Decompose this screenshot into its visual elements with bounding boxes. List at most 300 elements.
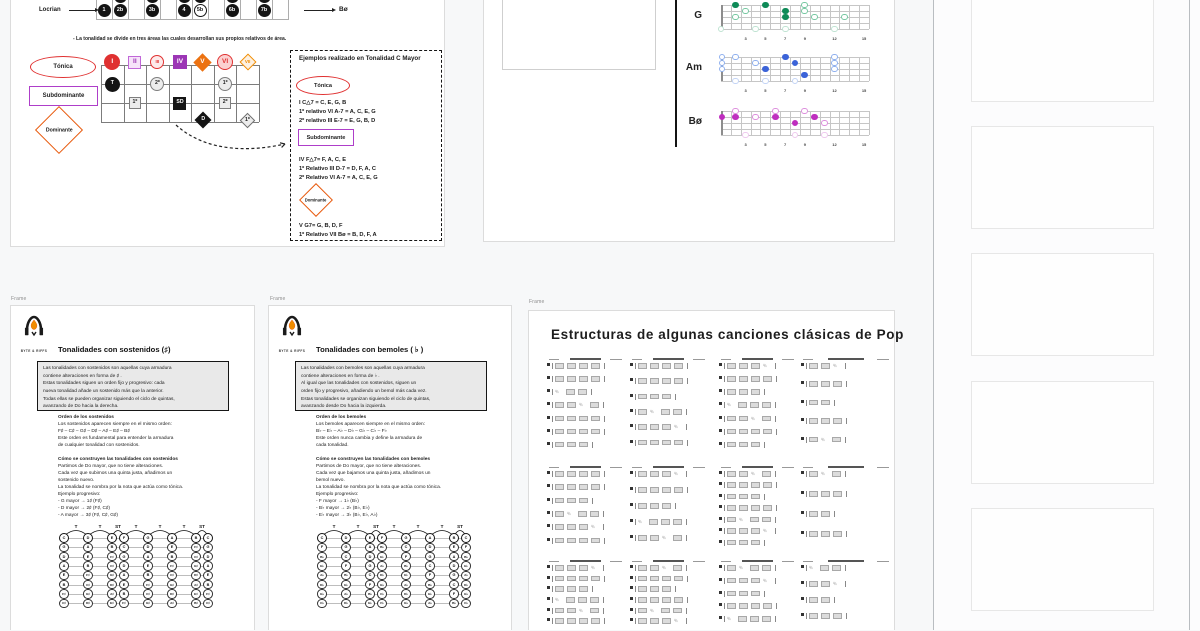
fretboard-string-line bbox=[721, 117, 869, 118]
chord-box bbox=[674, 487, 683, 493]
chord-box bbox=[821, 400, 830, 406]
bullet-note: - La tonalidad se divide en tres áreas las cuales desarrollan sus propios relativos de área. bbox=[73, 36, 287, 42]
repeat-symbol: ％ bbox=[751, 471, 755, 476]
brand-name: BYTE & RIFFS bbox=[20, 349, 48, 353]
chord-box bbox=[638, 586, 647, 592]
note-circle: B bbox=[191, 533, 201, 543]
chord-box bbox=[650, 535, 659, 541]
fretboard-fret-line bbox=[790, 57, 791, 81]
area-symbol-2º: 2º bbox=[219, 97, 231, 109]
chord-box bbox=[727, 363, 736, 369]
note-circle: G♯ bbox=[191, 561, 200, 570]
note-circle: G bbox=[59, 543, 68, 552]
scale-degree-circle: 1 bbox=[98, 4, 111, 17]
section-letter bbox=[547, 597, 550, 600]
note-dot bbox=[821, 132, 828, 139]
song-chart-block bbox=[719, 559, 796, 631]
note-circle: A♯ bbox=[107, 589, 116, 598]
chart-header-text bbox=[632, 561, 642, 562]
chord-box bbox=[555, 416, 564, 422]
locrian-label: Locrian bbox=[39, 6, 61, 13]
chart-header-text bbox=[693, 561, 705, 562]
chord-box bbox=[673, 608, 682, 614]
note-circle: A♭ bbox=[341, 589, 350, 598]
fret-number: 9 bbox=[803, 36, 806, 41]
chord-box bbox=[750, 565, 759, 571]
section-letter bbox=[547, 363, 550, 366]
note-circle: B♭ bbox=[317, 552, 326, 561]
chord-box bbox=[566, 597, 575, 603]
chord-box bbox=[555, 618, 564, 624]
chord-box bbox=[763, 429, 772, 435]
note-dot bbox=[732, 14, 739, 21]
note-circle: A bbox=[203, 561, 212, 570]
fretboard-fret-line bbox=[869, 111, 870, 135]
svg-text:ST: ST bbox=[115, 524, 121, 529]
frame-label: Frame bbox=[11, 296, 27, 302]
chord-box bbox=[727, 429, 736, 435]
section-letter bbox=[630, 535, 633, 538]
chord-box bbox=[739, 482, 748, 488]
section-letter bbox=[719, 442, 722, 445]
note-circle: E bbox=[59, 571, 68, 580]
section-letter bbox=[547, 471, 550, 474]
bar-line bbox=[635, 394, 636, 400]
section-letter bbox=[719, 505, 722, 508]
chord-box bbox=[821, 581, 830, 587]
note-circle: F bbox=[449, 589, 458, 598]
bar-line bbox=[552, 402, 553, 408]
panel-card[interactable] bbox=[971, 381, 1154, 484]
section-letter bbox=[719, 565, 722, 568]
chord-box bbox=[650, 394, 659, 400]
note-circle: G bbox=[365, 561, 374, 570]
chart-header-text bbox=[653, 466, 684, 468]
chord-box bbox=[650, 378, 659, 384]
note-dot bbox=[801, 108, 808, 115]
note-circle: C bbox=[341, 552, 350, 561]
chord-box bbox=[727, 471, 736, 477]
note-circle: B♭ bbox=[449, 599, 458, 608]
bar-line bbox=[724, 402, 725, 408]
note-circle: C♭ bbox=[317, 599, 326, 608]
bar-line bbox=[775, 517, 776, 523]
note-circle: F bbox=[341, 561, 350, 570]
chord-box bbox=[833, 381, 842, 387]
note-circle: E bbox=[83, 552, 92, 561]
chord-box bbox=[662, 503, 671, 509]
bar-line bbox=[806, 581, 807, 587]
fretboard-fret-line bbox=[830, 5, 831, 29]
bar-line bbox=[846, 613, 847, 619]
bar-line bbox=[775, 616, 776, 622]
body-line: La tonalidad se nombra por la nota que actúa como tónica. bbox=[58, 485, 184, 490]
repeat-symbol: ％ bbox=[591, 565, 595, 570]
example-line: 2º Relativo VI A-7 = A, C, E, G bbox=[299, 175, 378, 181]
intro-line: contiene alteraciones en forma de ♭ . bbox=[301, 373, 380, 379]
chord-box bbox=[578, 389, 587, 395]
chord-box bbox=[638, 608, 647, 614]
note-dot bbox=[792, 132, 799, 139]
area-symbol-1º: 1º bbox=[218, 77, 232, 91]
chord-box bbox=[567, 376, 576, 382]
panel-card[interactable] bbox=[971, 126, 1154, 229]
chord-box bbox=[579, 576, 588, 582]
chord-box bbox=[751, 429, 760, 435]
scale-degree-circle: 5b bbox=[194, 4, 207, 17]
body-line: Orden de los bemoles bbox=[316, 415, 367, 420]
bar-line bbox=[604, 576, 605, 582]
chord-box bbox=[590, 597, 599, 603]
repeat-symbol: ％ bbox=[763, 363, 767, 368]
note-dot bbox=[782, 54, 789, 61]
chord-box bbox=[567, 524, 576, 530]
chord-box bbox=[739, 442, 748, 448]
chord-box bbox=[591, 363, 600, 369]
chart-header-text bbox=[632, 467, 642, 468]
fretboard-fret-line bbox=[849, 111, 850, 135]
empty-placeholder-box bbox=[502, 0, 656, 70]
svg-text:T: T bbox=[158, 524, 162, 529]
fret-number: 15 bbox=[861, 142, 867, 147]
chord-box bbox=[579, 524, 588, 530]
repeat-symbol: ％ bbox=[739, 565, 743, 570]
fretboard-fret-line bbox=[800, 111, 801, 135]
chord-box bbox=[579, 586, 588, 592]
chart-header-text bbox=[721, 359, 731, 360]
chord-box bbox=[591, 538, 600, 544]
bo-chord-label: Bø bbox=[339, 6, 348, 13]
chord-box bbox=[674, 363, 683, 369]
bar-line bbox=[686, 409, 687, 415]
note-dot bbox=[752, 114, 759, 121]
bar-line bbox=[635, 608, 636, 614]
example-line: 2º relativo III E-7 = E, G, B, D bbox=[299, 118, 376, 124]
song-chart-block bbox=[801, 465, 891, 553]
fretboard-fret-line bbox=[820, 57, 821, 81]
frame-chord-diagrams[interactable] bbox=[483, 0, 895, 242]
chord-box bbox=[579, 618, 588, 624]
frame-estructuras-pop[interactable] bbox=[528, 310, 904, 630]
section-letter bbox=[801, 597, 804, 600]
note-dot bbox=[772, 114, 779, 121]
bar-line bbox=[724, 591, 725, 597]
note-circle: D bbox=[119, 561, 128, 570]
chord-box bbox=[809, 437, 818, 443]
example-line: 1º relativo VI A-7 = A, C, E, G bbox=[299, 109, 376, 115]
section-letter bbox=[801, 418, 804, 421]
section-letter bbox=[630, 576, 633, 579]
body-line: B♭ – E♭ – A♭ – D♭ – G♭ – C♭ – F♭ bbox=[316, 429, 387, 434]
body-line: sostenido nuevo. bbox=[58, 478, 95, 483]
bar-line bbox=[604, 416, 605, 422]
fret-number: 3 bbox=[744, 88, 747, 93]
chord-box bbox=[579, 416, 588, 422]
chord-box bbox=[662, 378, 671, 384]
chord-name-label: Bø bbox=[688, 116, 702, 127]
chord-box bbox=[809, 511, 818, 517]
note-circle: B bbox=[119, 589, 128, 598]
bar-line bbox=[604, 429, 605, 435]
bar-line bbox=[603, 402, 604, 408]
note-dot bbox=[801, 72, 808, 79]
tonica-ellipse-small: Tónica bbox=[296, 76, 350, 95]
section-letter bbox=[801, 400, 804, 403]
section-letter bbox=[547, 416, 550, 419]
fretboard-string-line bbox=[721, 111, 869, 112]
note-circle: E♭ bbox=[365, 599, 374, 608]
body-line: Este orden nunca cambia y define la armadura de bbox=[316, 436, 423, 441]
intro-line: Todas ellas se pueden organizar siguiendo el ciclo de quintas, bbox=[43, 396, 175, 402]
repeat-symbol: ％ bbox=[833, 581, 837, 586]
chord-box bbox=[650, 586, 659, 592]
bar-line bbox=[776, 482, 777, 488]
chord-box bbox=[567, 402, 576, 408]
fretboard-fret-line bbox=[741, 57, 742, 81]
bar-line bbox=[603, 608, 604, 614]
repeat-symbol: ％ bbox=[638, 519, 642, 524]
chord-box bbox=[555, 586, 564, 592]
note-circle: A♭ bbox=[317, 571, 326, 580]
fretboard-fret-line bbox=[869, 57, 870, 81]
section-letter bbox=[630, 409, 633, 412]
chord-box bbox=[567, 484, 576, 490]
chord-box bbox=[638, 503, 647, 509]
body-line: Los sostenidos aparecen siempre en el mismo orden: bbox=[58, 422, 172, 427]
chord-box bbox=[727, 603, 736, 609]
bar-line bbox=[776, 505, 777, 511]
chord-box bbox=[809, 400, 818, 406]
bar-line bbox=[806, 381, 807, 387]
dominante-diamond-small: Dominante bbox=[299, 183, 333, 217]
chord-box bbox=[567, 538, 576, 544]
chart-header-text bbox=[803, 467, 813, 468]
area-symbol-sd: SD bbox=[173, 97, 186, 110]
fret-number: 3 bbox=[744, 36, 747, 41]
chord-box bbox=[578, 511, 587, 517]
chart-header-text bbox=[653, 358, 684, 360]
section-letter bbox=[547, 586, 550, 589]
section-letter bbox=[547, 484, 550, 487]
note-circle: G bbox=[203, 543, 212, 552]
svg-text:T: T bbox=[440, 524, 444, 529]
chord-box bbox=[638, 535, 647, 541]
chord-box bbox=[638, 440, 647, 446]
bar-line bbox=[635, 565, 636, 571]
tonica-ellipse: Tónica bbox=[30, 56, 96, 78]
chord-box bbox=[763, 603, 772, 609]
note-circle: C bbox=[119, 543, 128, 552]
chord-box bbox=[762, 565, 771, 571]
bar-line bbox=[724, 389, 725, 395]
chord-box bbox=[833, 613, 842, 619]
fret-number: 12 bbox=[832, 142, 837, 147]
chart-header-text bbox=[782, 359, 794, 360]
note-dot bbox=[792, 60, 799, 67]
bar-line bbox=[686, 618, 687, 624]
intro-line: Las tonalidades con bemoles son aquellas cuya armadura bbox=[301, 366, 425, 371]
note-circle: E bbox=[143, 561, 152, 570]
bar-line bbox=[552, 597, 553, 603]
section-letter bbox=[547, 511, 550, 514]
svg-text:ST: ST bbox=[199, 524, 205, 529]
section-letter bbox=[719, 517, 722, 520]
chord-box bbox=[638, 424, 647, 430]
body-line: - A mayor → 3♯ (F♯, C♯, G♯) bbox=[58, 513, 118, 518]
chord-box bbox=[673, 565, 682, 571]
section-letter bbox=[547, 618, 550, 621]
fretboard-fret-line bbox=[839, 111, 840, 135]
chord-box bbox=[579, 565, 588, 571]
note-circle: E♭ bbox=[401, 571, 410, 580]
section-letter bbox=[719, 389, 722, 392]
bar-line bbox=[834, 597, 835, 603]
bar-line bbox=[776, 429, 777, 435]
note-circle: D bbox=[341, 533, 351, 543]
body-line: - F mayor → 1♭ (B♭) bbox=[316, 499, 359, 504]
note-circle: D♯ bbox=[83, 599, 92, 608]
chord-box bbox=[739, 429, 748, 435]
note-circle: G♯ bbox=[167, 580, 176, 589]
chord-box bbox=[809, 491, 818, 497]
chord-box bbox=[662, 394, 671, 400]
fretboard-fret-line bbox=[859, 5, 860, 29]
panel-card[interactable] bbox=[971, 253, 1154, 356]
note-dot bbox=[732, 78, 739, 85]
section-letter bbox=[719, 578, 722, 581]
svg-text:ST: ST bbox=[373, 524, 379, 529]
fretboard-fret-line bbox=[800, 57, 801, 81]
note-circle: G bbox=[119, 552, 128, 561]
chord-box bbox=[739, 389, 748, 395]
chord-box bbox=[727, 517, 736, 523]
note-circle: D bbox=[365, 552, 374, 561]
chord-box bbox=[579, 442, 588, 448]
panel-card[interactable] bbox=[971, 0, 1154, 102]
chord-box bbox=[591, 576, 600, 582]
fretboard-fret-line bbox=[731, 57, 732, 81]
chord-box bbox=[727, 389, 736, 395]
chord-box bbox=[763, 482, 772, 488]
chord-box bbox=[555, 538, 564, 544]
bar-line bbox=[724, 471, 725, 477]
note-circle: A♭ bbox=[377, 561, 386, 570]
chart-header-text bbox=[693, 467, 705, 468]
note-dot bbox=[752, 26, 759, 33]
repeat-symbol: ％ bbox=[763, 528, 767, 534]
note-circle: E bbox=[203, 571, 212, 580]
note-circle: D♭ bbox=[317, 580, 326, 589]
intro-box bbox=[37, 361, 229, 411]
chord-box bbox=[809, 381, 818, 387]
chord-box bbox=[739, 505, 748, 511]
chord-box bbox=[661, 409, 670, 415]
section-letter bbox=[801, 471, 804, 474]
repeat-symbol: ％ bbox=[650, 409, 654, 414]
frame-tonalidades-sostenidos[interactable] bbox=[10, 305, 255, 630]
chord-box bbox=[567, 565, 576, 571]
panel-card[interactable] bbox=[971, 508, 1154, 611]
chord-box bbox=[662, 597, 671, 603]
note-circle: C bbox=[365, 571, 374, 580]
note-circle: E♭ bbox=[461, 561, 470, 570]
bar-line bbox=[724, 429, 725, 435]
song-chart-block bbox=[630, 357, 707, 457]
bar-line bbox=[552, 484, 553, 490]
section-letter bbox=[630, 503, 633, 506]
chord-box bbox=[650, 618, 659, 624]
chord-box bbox=[567, 608, 576, 614]
chord-box bbox=[578, 597, 587, 603]
note-circle: E♯ bbox=[191, 589, 200, 598]
song-chart-block bbox=[630, 559, 707, 631]
frame-tonalidad-areas[interactable] bbox=[10, 0, 445, 247]
body-line: Cómo se construyen las tonalidades con bemoles bbox=[316, 457, 431, 462]
bar-line bbox=[846, 491, 847, 497]
chart-header-text bbox=[721, 467, 731, 468]
bar-line bbox=[806, 613, 807, 619]
chord-box bbox=[821, 363, 830, 369]
chord-box bbox=[739, 540, 748, 546]
fretboard-fret-line bbox=[760, 111, 761, 135]
fretboard-fret-line bbox=[830, 111, 831, 135]
note-circle: F♯ bbox=[167, 561, 176, 570]
bar-line bbox=[724, 616, 725, 622]
section-letter bbox=[547, 576, 550, 579]
note-circle: G bbox=[341, 543, 350, 552]
note-circle: A bbox=[83, 543, 92, 552]
bar-line bbox=[604, 376, 605, 382]
bar-line bbox=[775, 528, 776, 534]
chord-box bbox=[638, 597, 647, 603]
chord-box bbox=[763, 376, 772, 382]
chord-box bbox=[555, 376, 564, 382]
chord-box bbox=[727, 540, 736, 546]
bar-line bbox=[845, 437, 846, 443]
note-circle: C bbox=[425, 561, 434, 570]
chord-box bbox=[555, 363, 564, 369]
svg-text:T: T bbox=[98, 524, 102, 529]
note-circle: D bbox=[83, 533, 93, 543]
fret-number: 5 bbox=[764, 88, 767, 93]
chart-header-text bbox=[742, 466, 773, 468]
note-dot bbox=[782, 14, 789, 21]
bar-line bbox=[764, 494, 765, 500]
chord-box bbox=[662, 363, 671, 369]
note-circle: E bbox=[365, 533, 375, 543]
chord-box bbox=[727, 442, 736, 448]
frame-tonalidades-bemoles[interactable] bbox=[268, 305, 512, 630]
bar-line bbox=[845, 565, 846, 571]
bar-line bbox=[686, 471, 687, 477]
repeat-symbol: ％ bbox=[650, 607, 654, 613]
chord-box bbox=[832, 437, 841, 443]
chord-box bbox=[821, 613, 830, 619]
fretboard-string-line bbox=[721, 129, 869, 130]
fretboard-fret-line bbox=[770, 111, 771, 135]
note-circle: D♭ bbox=[461, 580, 470, 589]
section-letter bbox=[547, 524, 550, 527]
section-letter bbox=[547, 608, 550, 611]
bar-line bbox=[724, 603, 725, 609]
intro-line: Estas tonalidades se organizan siguiendo el ciclo de quintas, bbox=[301, 396, 431, 402]
fretboard-string-line bbox=[721, 69, 869, 70]
chord-box bbox=[762, 517, 771, 523]
chord-box bbox=[821, 418, 830, 424]
note-circle: B bbox=[449, 533, 459, 543]
note-circle: E♭ bbox=[317, 561, 326, 570]
scale-degree-circle: 6b bbox=[226, 4, 239, 17]
